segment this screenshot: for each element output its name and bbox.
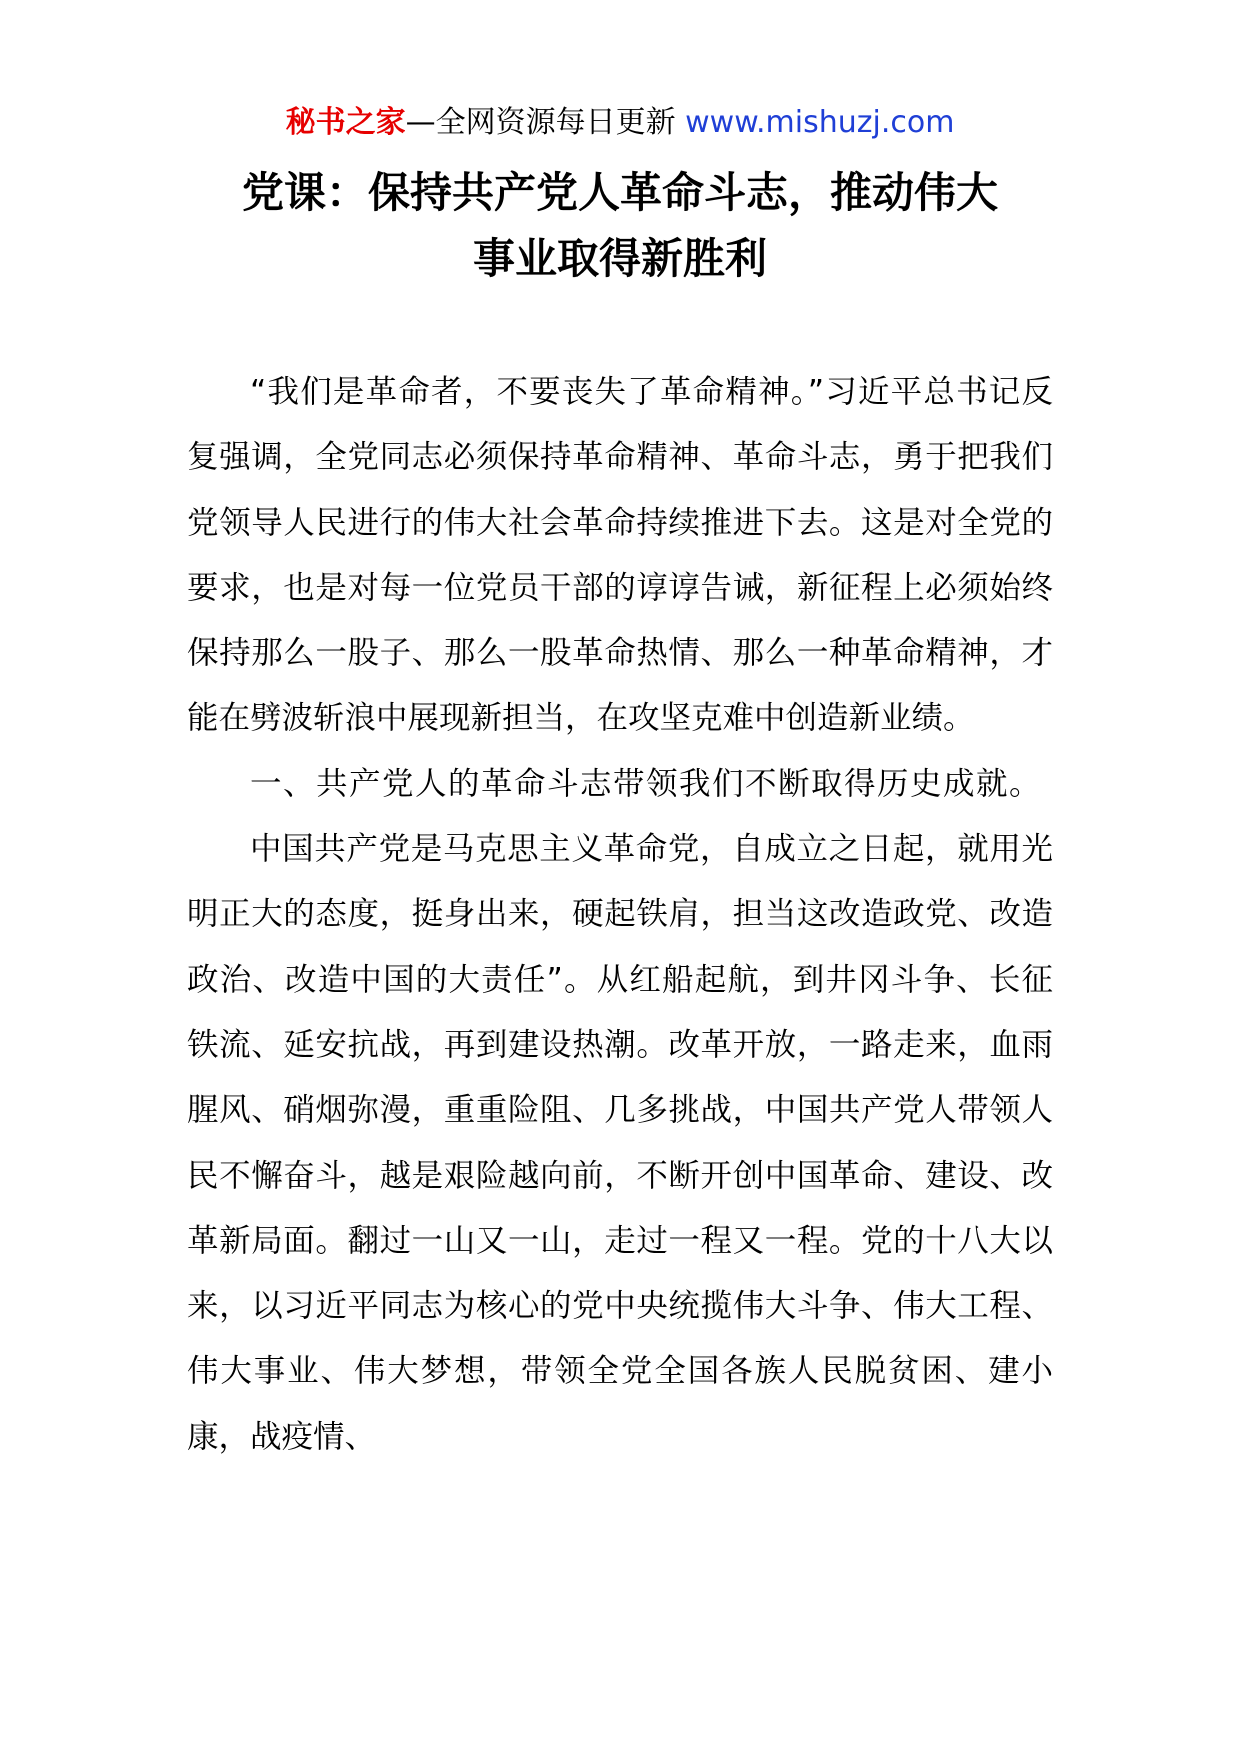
document-title (150, 160, 1090, 292)
site-header (0, 100, 1240, 146)
document-title-line-2: 事业取得新胜利 (472, 234, 767, 283)
site-brand: 秘书之家 (285, 105, 406, 140)
section-heading-1: 一、共产党人的革命斗志带领我们不断取得历史成就。 (250, 765, 1043, 802)
document-body (187, 360, 1053, 1470)
document-title-line-1: 党课：保持共产党人革命斗志，推动伟大 (241, 168, 998, 217)
body-paragraph: 中国共产党是马克思主义革命党，自成立之日起，就用光明正大的态度，挺身出来，硬起铁肩，担当这改造政党、改造政治、改造中国的大责任”。从红船起航，到井冈斗争、长征铁流、延安抗战，再到建设热潮。改革开放，一路走来，血雨腥风、硝烟弥漫，重重险阻、几多挑战，中国共产党人带领人民不懈奋斗，越是艰险越向前，不断开创中国革命、建设、改革新局面。翻过一山又一山，走过一程又一程。党的十八大以来，以习近平同志为核心的党中央统揽伟大斗争、伟大工程、伟大事业、伟大梦想，带领全党全国各族人民脱贫困、建小康，战疫情、 (187, 831, 1053, 1455)
intro-paragraph: “我们是革命者，不要丧失了革命精神。”习近平总书记反复强调，全党同志必须保持革命精神、革命斗志，勇于把我们党领导人民进行的伟大社会革命持续推进下去。这是对全党的要求，也是对每一位党员干部的谆谆告诫，新征程上必须始终保持那么一股子、那么一股革命热情、那么一种革命精神，才能在劈波斩浪中展现新担当，在攻坚克难中创造新业绩。 (187, 374, 1053, 737)
site-url-link[interactable]: www.mishuzj.com (685, 105, 955, 140)
site-slogan: —全网资源每日更新 (405, 105, 676, 140)
